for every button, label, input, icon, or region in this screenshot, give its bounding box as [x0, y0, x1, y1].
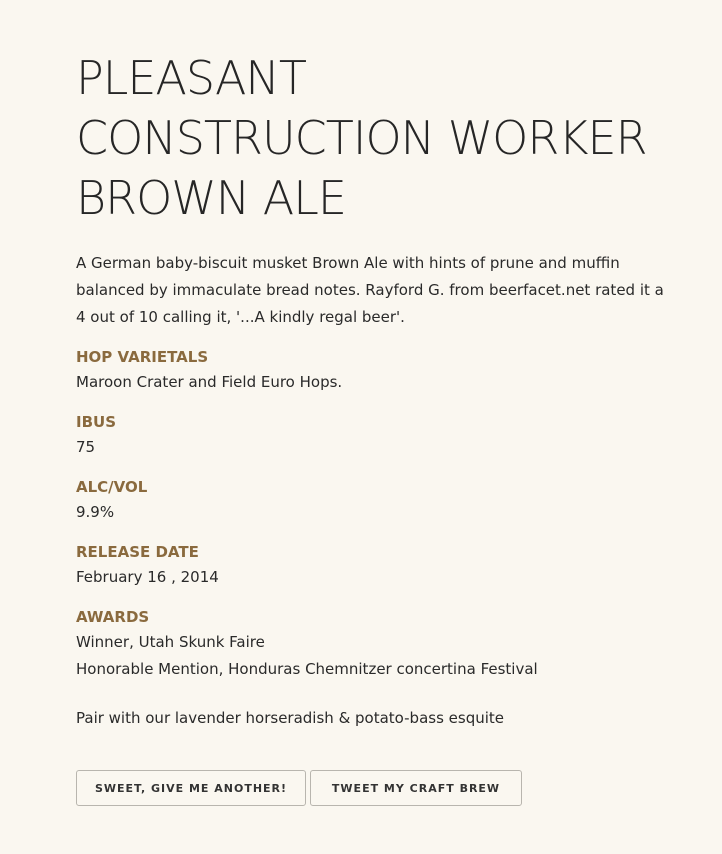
abv-value: 9.9%	[76, 503, 115, 521]
hop-varietals-label: HOP VARIETALS	[76, 348, 209, 366]
awards-label: AWARDS	[76, 608, 150, 626]
award-item: Winner, Utah Skunk Faire	[76, 633, 265, 651]
action-buttons	[76, 770, 676, 806]
ibus-value: 75	[76, 438, 96, 456]
give-me-another-button[interactable]: SWEET, GIVE ME ANOTHER!	[76, 770, 306, 806]
beer-card	[76, 48, 676, 806]
hop-varietals-value: Maroon Crater and Field Euro Hops.	[76, 373, 343, 391]
release-date-label: RELEASE DATE	[76, 543, 199, 561]
award-item: Honorable Mention, Honduras Chemnitzer concertina Festival	[76, 660, 538, 678]
beer-description: A German baby-biscuit musket Brown Ale with hints of prune and muffin balanced by immaculate bread notes. Rayford G. from beerfacet.net rated it a 4 out of 10 calling it, '...A kindly regal beer'.	[76, 254, 664, 326]
tweet-button[interactable]: TWEET MY CRAFT BREW	[310, 770, 522, 806]
food-pairing: Pair with our lavender horseradish & potato-bass esquite	[76, 709, 505, 727]
beer-title: PLEASANT CONSTRUCTION WORKER BROWN ALE	[76, 51, 647, 225]
abv-label: ALC/VOL	[76, 478, 148, 496]
release-date-value: February 16 , 2014	[76, 568, 219, 586]
ibus-label: IBUS	[76, 413, 116, 431]
